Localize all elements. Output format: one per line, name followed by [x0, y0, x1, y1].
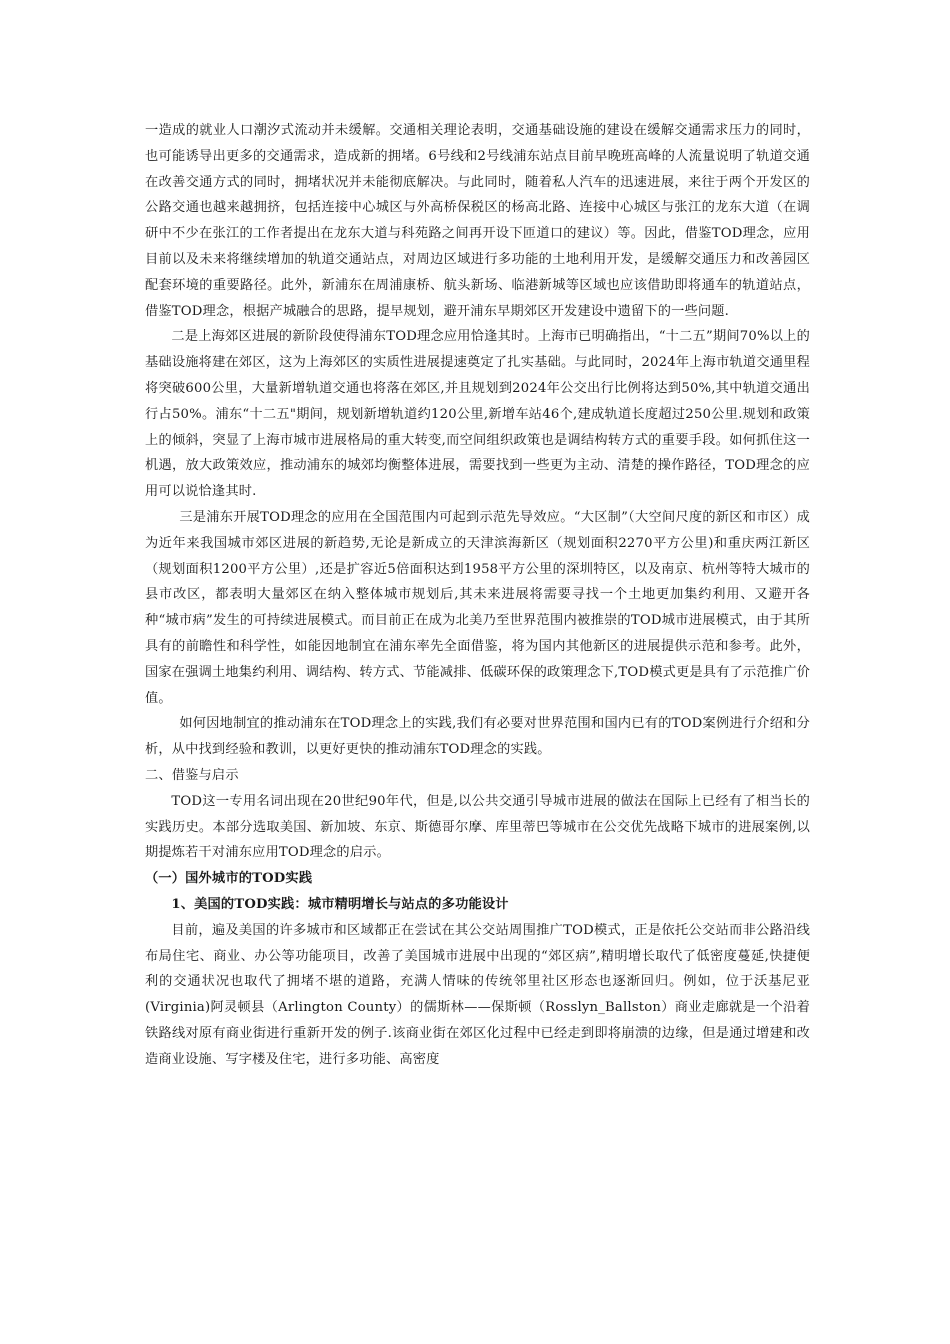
- body-paragraph: TOD这一专用名词出现在20世纪90年代，但是,以公共交通引导城市进展的做法在国际上已经有了相当长的实践历史。本部分选取美国、新加坡、东京、斯德哥尔摩、库里蒂巴等城市在公交优先战略下城市的进展案例,以期提炼若干对浦东应用TOD理念的启示。: [145, 793, 810, 861]
- subsection-heading: （一）国外城市的TOD实践: [145, 871, 313, 887]
- document-body: [145, 118, 810, 1072]
- sub-subsection-heading: 1、美国的TOD实践：城市精明增长与站点的多功能设计: [171, 896, 509, 912]
- body-paragraph: 目前，遍及美国的许多城市和区域都正在尝试在其公交站周围推广TOD模式，正是依托公交站而非公路沿线布局住宅、商业、办公等功能项目，改善了美国城市进展中出现的“郊区病”,精明增长取代了低密度蔓延,快捷便利的交通状况也取代了拥堵不堪的道路，充满人情味的传统邻里社区形态也逐渐回归。例如，位于沃基尼亚(Virginia)阿灵顿县（Arlington County）的儒斯林——保斯顿（Rosslyn_Ballston）商业走廊就是一个沿着铁路线对原有商业街进行重新开发的例子.该商业街在郊区化过程中已经走到即将崩溃的边缘，但是通过增建和改造商业设施、写字楼及住宅，进行多功能、高密度: [145, 922, 810, 1067]
- body-paragraph: 二是上海郊区进展的新阶段使得浦东TOD理念应用恰逢其时。上海市已明确指出，“十二五”期间70%以上的基础设施将建在郊区，这为上海郊区的实质性进展提速奠定了扎实基础。与此同时，2024年上海市轨道交通里程将突破600公里，大量新增轨道交通也将落在郊区,并且规划到2024年公交出行比例将达到50%,其中轨道交通出行占50%。浦东“十二五"期间，规划新增轨道约120公里,新增车站46个,建成轨道长度超过250公里.规划和政策上的倾斜，突显了上海市城市进展格局的重大转变,而空间组织政策也是调结构转方式的重要手段。如何抓住这一机遇，放大政策效应，推动浦东的城郊均衡整体进展，需要找到一些更为主动、清楚的操作路径，TOD理念的应用可以说恰逢其时.: [145, 329, 810, 500]
- body-paragraph: 如何因地制宜的推动浦东在TOD理念上的实践,我们有必要对世界范围和国内已有的TOD案例进行介绍和分析，从中找到经验和教训，以更好更快的推动浦东TOD理念的实践。: [145, 716, 810, 758]
- section-heading: 二、借鉴与启示: [145, 767, 239, 783]
- body-paragraph: 一造成的就业人口潮汐式流动并未缓解。交通相关理论表明，交通基础设施的建设在缓解交通需求压力的同时，也可能诱导出更多的交通需求，造成新的拥堵。6号线和2号线浦东站点目前早晚班高峰的人流量说明了轨道交通在改善交通方式的同时，拥堵状况并未能彻底解决。与此同时，随着私人汽车的迅速进展，来往于两个开发区的公路交通也越来越拥挤，包括连接中心城区与外高桥保税区的杨高北路、连接中心城区与张江的龙东大道（在调研中不少在张江的工作者提出在龙东大道与科苑路之间再开设下匝道口的建议）等。因此，借鉴TOD理念，应用目前以及未来将继续增加的轨道交通站点，对周边区域进行多功能的土地利用开发，是缓解交通压力和改善园区配套环境的重要路径。此外，新浦东在周浦康桥、航头新场、临港新城等区域也应该借助即将通车的轨道站点，借鉴TOD理念，根据产城融合的思路，提早规划，避开浦东早期郊区开发建设中遗留下的一些问题.: [145, 123, 810, 319]
- body-paragraph: 三是浦东开展TOD理念的应用在全国范围内可起到示范先导效应。“大区制”（大空间尺度的新区和市区）成为近年来我国城市郊区进展的新趋势,无论是新成立的天津滨海新区（规划面积2270平方公里)和重庆两江新区（规划面积1200平方公里）,还是扩容近5倍面积达到1958平方公里的深圳特区，以及南京、杭州等特大城市的县市改区，都表明大量郊区在纳入整体城市规划后,其未来进展将需要寻找一个土地更加集约利用、又避开各种“城市病”发生的可持续进展模式。而目前正在成为北美乃至世界范围内被推崇的TOD城市进展模式，由于其所具有的前瞻性和科学性，如能因地制宜在浦东率先全面借鉴，将为国内其他新区的进展提供示范和参考。此外，国家在强调土地集约利用、调结构、转方式、节能减排、低碳环保的政策理念下,TOD模式更是具有了示范推广价值。: [145, 509, 810, 706]
